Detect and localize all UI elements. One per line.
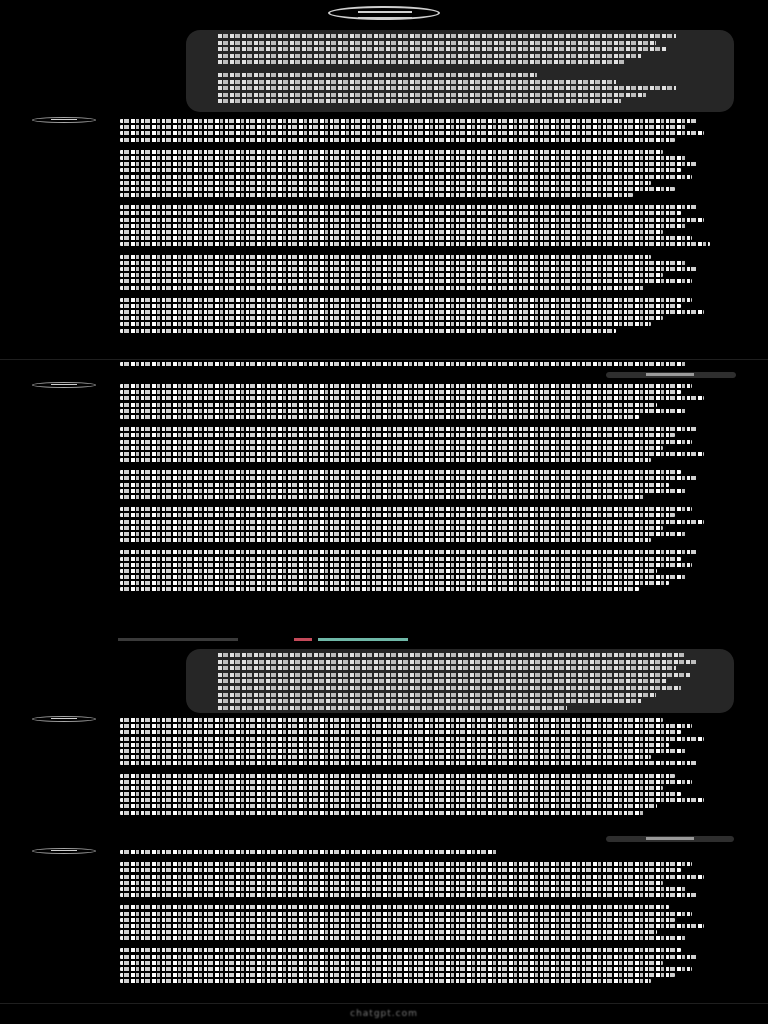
message-action-pill[interactable] xyxy=(606,372,736,378)
pill-label xyxy=(646,837,694,840)
user-message-bubble xyxy=(186,649,734,713)
footer xyxy=(0,1008,768,1024)
inline-link-strip xyxy=(118,637,438,643)
assistant-message-text xyxy=(120,384,710,594)
chat-logo-icon xyxy=(328,6,440,20)
pill-label xyxy=(646,373,694,376)
assistant-avatar-icon xyxy=(32,716,96,722)
user-message-bubble xyxy=(186,30,734,112)
assistant-avatar-icon xyxy=(32,848,96,854)
footer-domain[interactable]: chatgpt.com xyxy=(350,1009,418,1019)
assistant-avatar-icon xyxy=(32,382,96,388)
user-message-text xyxy=(218,649,716,710)
message-action-pill[interactable] xyxy=(606,836,734,842)
assistant-message-text xyxy=(120,119,710,335)
assistant-message-text xyxy=(120,718,710,817)
assistant-message-summary-line xyxy=(120,362,710,368)
user-message-text xyxy=(218,30,716,103)
footer-divider xyxy=(0,1003,768,1004)
assistant-message-text xyxy=(120,850,710,986)
assistant-avatar-icon xyxy=(32,117,96,123)
section-divider xyxy=(0,359,768,360)
